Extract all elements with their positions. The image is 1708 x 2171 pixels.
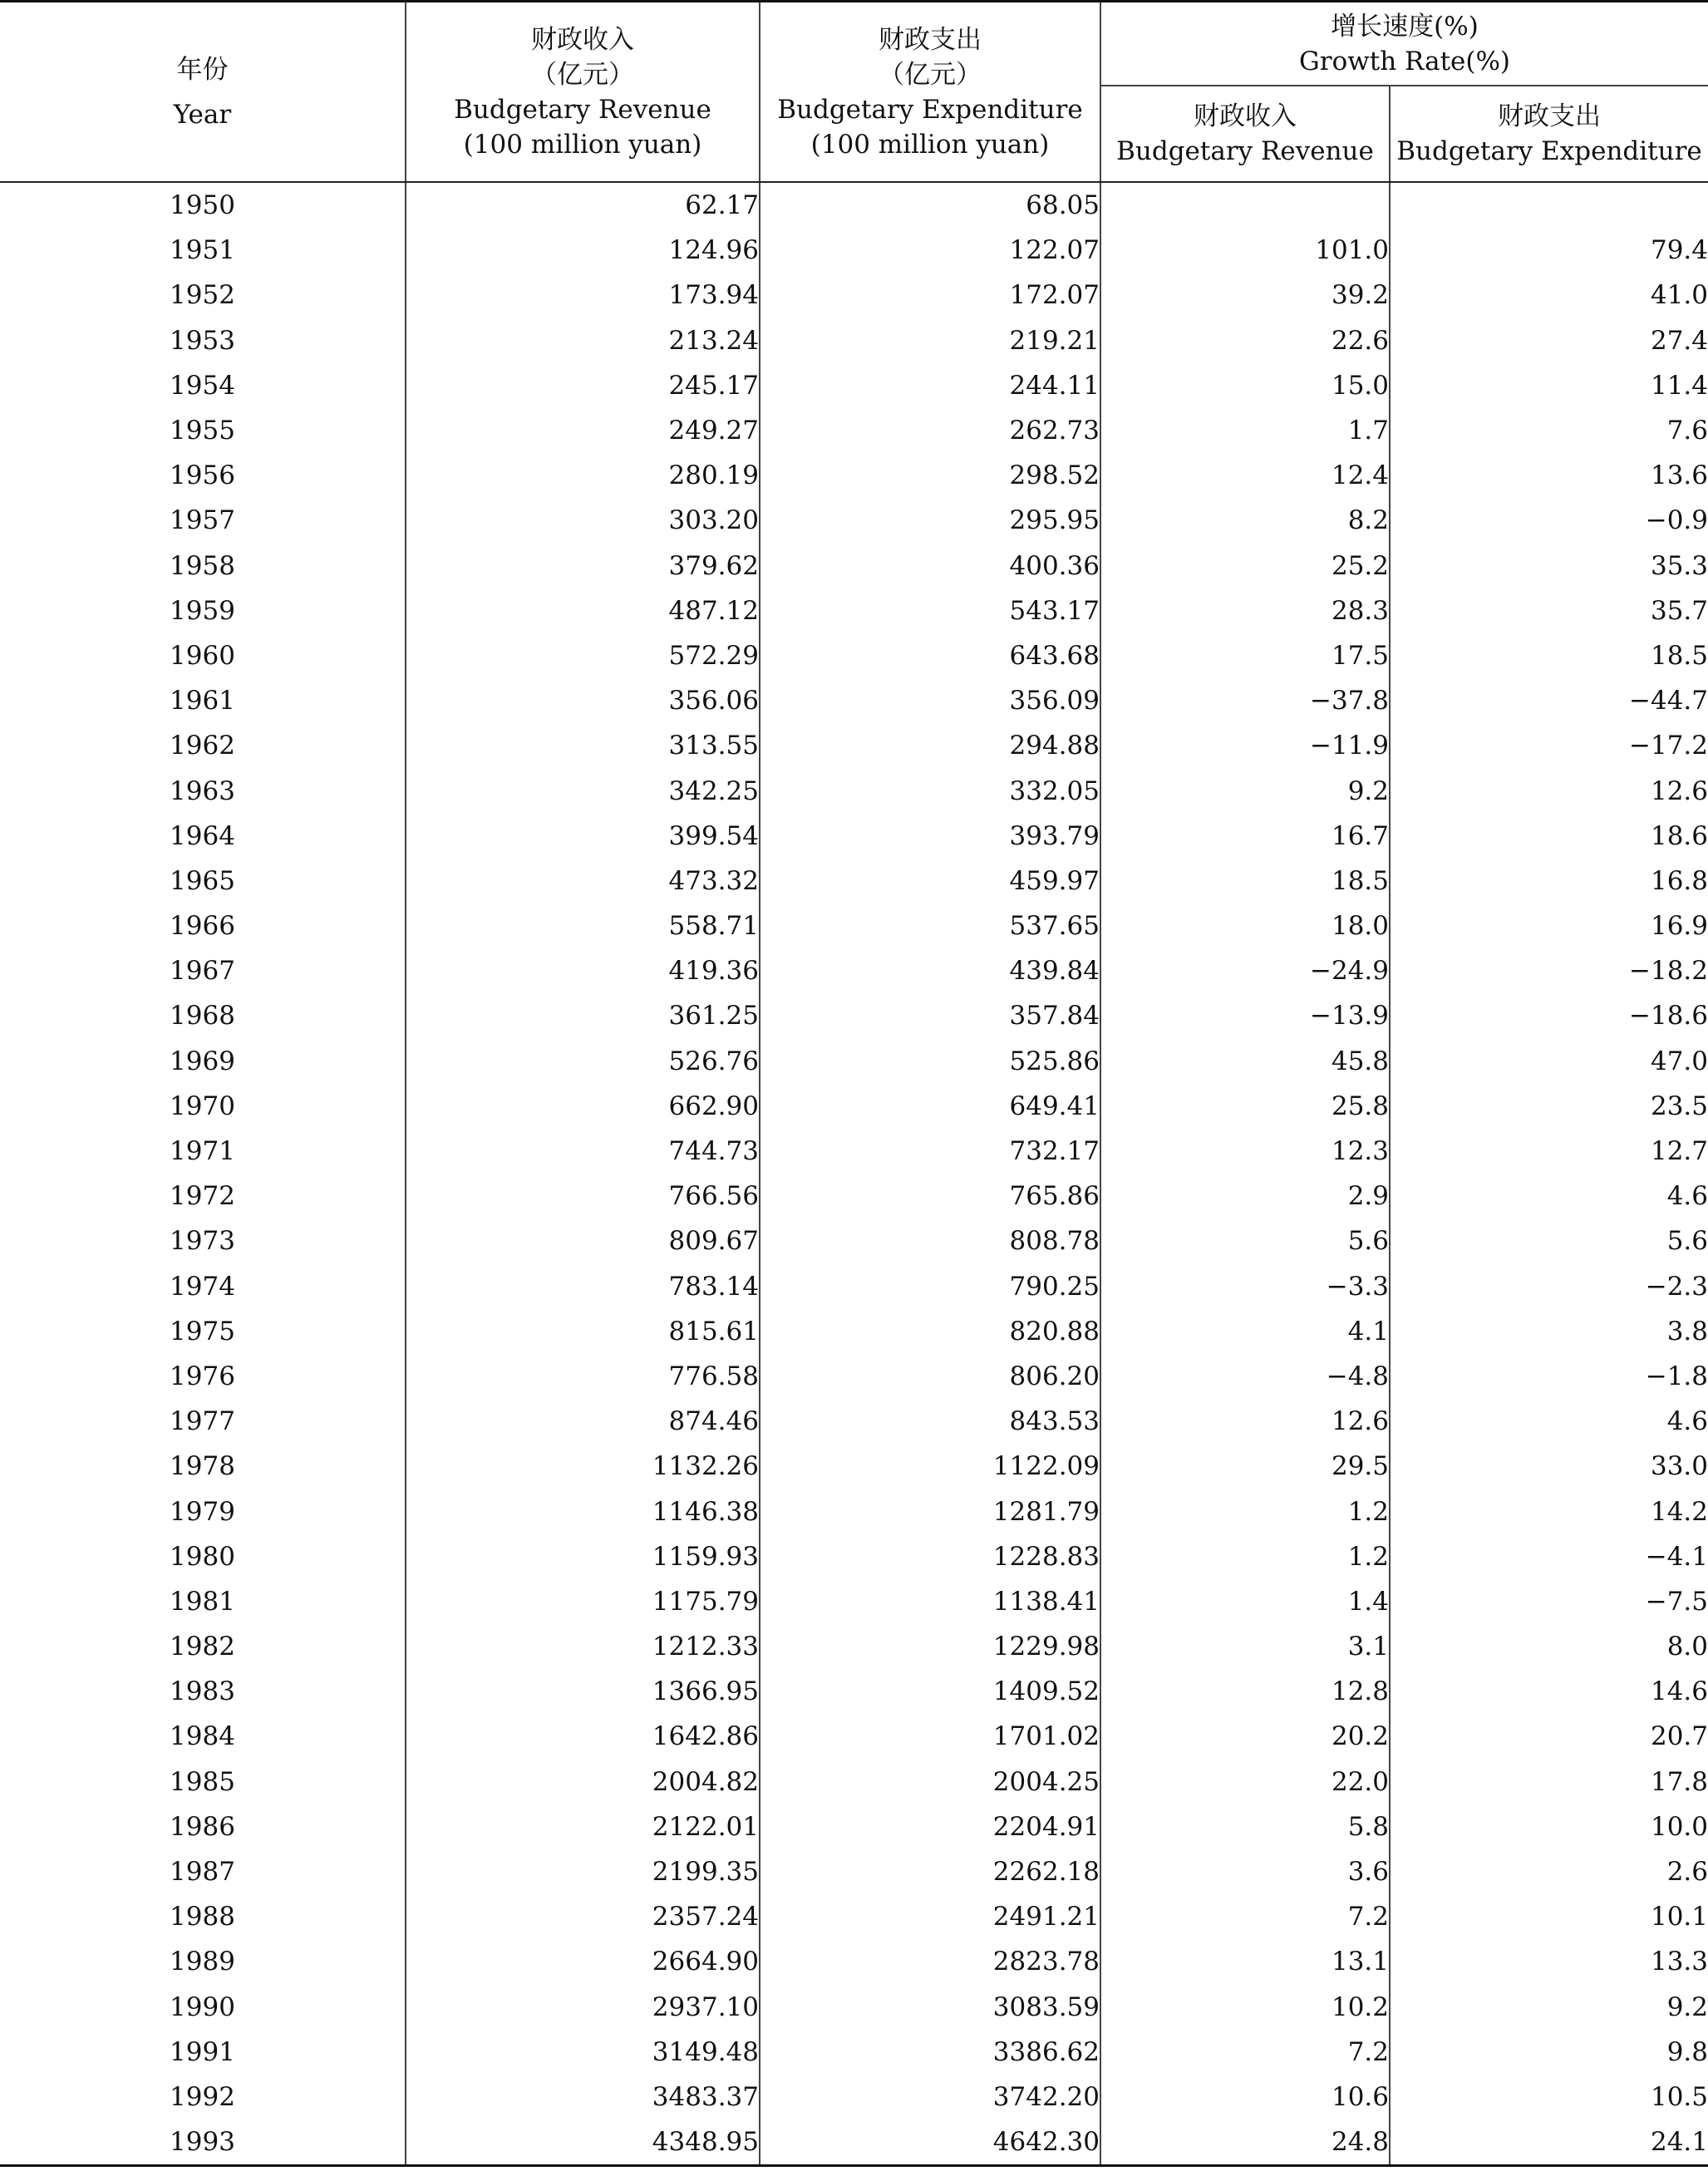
header-expenditure — [760, 2, 1100, 183]
table-row — [0, 1760, 1708, 1804]
header-revenue — [406, 2, 760, 183]
revenue-cell: 245.17 — [406, 363, 760, 408]
table-row — [0, 1084, 1708, 1129]
growth-expenditure-cell: 35.3 — [1650, 550, 1708, 581]
header-revenue-unit-cn: （亿元） — [531, 59, 634, 90]
growth-revenue-cell: 15.0 — [1100, 363, 1390, 408]
growth-expenditure-cell: 14.6 — [1650, 1676, 1708, 1707]
growth-expenditure-cell: 18.6 — [1650, 820, 1708, 851]
expenditure-cell: 537.65 — [760, 903, 1100, 948]
growth-revenue-cell: 9.2 — [1100, 768, 1390, 813]
year-cell: 1963 — [0, 768, 406, 813]
revenue-cell: 2004.82 — [406, 1760, 760, 1804]
table-row — [0, 1354, 1708, 1399]
growth-expenditure-cell: 4.6 — [1666, 1406, 1708, 1437]
table-row — [0, 363, 1708, 408]
year-cell: 1990 — [0, 1985, 406, 2030]
expenditure-cell: 790.25 — [760, 1264, 1100, 1309]
growth-revenue-cell: 18.0 — [1100, 903, 1390, 948]
header-revenue-cn: 财政收入 — [531, 24, 634, 55]
year-cell: 1984 — [0, 1714, 406, 1759]
growth-revenue-cell — [1100, 182, 1390, 228]
revenue-cell: 213.24 — [406, 318, 760, 363]
header-growth — [1100, 2, 1708, 86]
revenue-cell: 766.56 — [406, 1174, 760, 1218]
table-row — [0, 498, 1708, 543]
revenue-cell: 815.61 — [406, 1309, 760, 1354]
year-cell: 1977 — [0, 1399, 406, 1444]
year-cell: 1978 — [0, 1444, 406, 1489]
year-cell: 1958 — [0, 544, 406, 588]
year-cell: 1991 — [0, 2030, 406, 2075]
expenditure-cell: 393.79 — [760, 814, 1100, 859]
year-cell: 1957 — [0, 498, 406, 543]
table-row — [0, 1129, 1708, 1174]
growth-revenue-cell: 1.7 — [1100, 408, 1390, 453]
year-cell: 1973 — [0, 1218, 406, 1263]
header-revenue-en: Budgetary Revenue — [454, 94, 711, 125]
growth-expenditure-cell: 13.3 — [1650, 1947, 1708, 1977]
growth-revenue-cell: 12.6 — [1100, 1399, 1390, 1444]
table-row — [0, 453, 1708, 498]
growth-revenue-cell: 2.9 — [1100, 1174, 1390, 1218]
expenditure-cell: 1122.09 — [760, 1444, 1100, 1489]
year-cell: 1965 — [0, 859, 406, 903]
table-row — [0, 2075, 1708, 2119]
expenditure-cell: 3386.62 — [760, 2030, 1100, 2075]
revenue-cell: 3483.37 — [406, 2075, 760, 2119]
expenditure-cell: 459.97 — [760, 859, 1100, 903]
growth-expenditure-cell: 12.7 — [1650, 1136, 1708, 1167]
table-row — [0, 588, 1708, 633]
revenue-cell: 1212.33 — [406, 1624, 760, 1669]
growth-revenue-cell: −37.8 — [1100, 678, 1390, 723]
growth-expenditure-cell: 16.8 — [1650, 865, 1708, 896]
table-row — [0, 1039, 1708, 1084]
table-row — [0, 1849, 1708, 1894]
expenditure-cell: 1409.52 — [760, 1669, 1100, 1714]
year-cell: 1974 — [0, 1264, 406, 1309]
revenue-cell: 3149.48 — [406, 2030, 760, 2075]
revenue-cell: 280.19 — [406, 453, 760, 498]
revenue-cell: 124.96 — [406, 228, 760, 273]
growth-expenditure-cell: 3.8 — [1666, 1316, 1708, 1346]
expenditure-cell: 3742.20 — [760, 2075, 1100, 2119]
revenue-cell: 62.17 — [406, 182, 760, 228]
header-revenue-unit-en: (100 million yuan) — [463, 129, 702, 160]
expenditure-cell: 2262.18 — [760, 1849, 1100, 1894]
revenue-cell: 1175.79 — [406, 1579, 760, 1624]
year-cell: 1962 — [0, 723, 406, 768]
revenue-cell: 526.76 — [406, 1039, 760, 1084]
growth-expenditure-cell: 9.8 — [1666, 2036, 1708, 2067]
revenue-cell: 874.46 — [406, 1399, 760, 1444]
growth-expenditure-cell: 5.6 — [1666, 1226, 1708, 1257]
expenditure-cell: 332.05 — [760, 768, 1100, 813]
table-row — [0, 1939, 1708, 1984]
growth-revenue-cell: 3.1 — [1100, 1624, 1390, 1669]
table-body — [0, 182, 1708, 2166]
growth-revenue-cell: 1.2 — [1100, 1534, 1390, 1579]
growth-revenue-cell: 12.4 — [1100, 453, 1390, 498]
growth-revenue-cell: 20.2 — [1100, 1714, 1390, 1759]
growth-revenue-cell: 24.8 — [1100, 2119, 1390, 2166]
year-cell: 1979 — [0, 1489, 406, 1533]
growth-expenditure-cell: 2.6 — [1666, 1857, 1708, 1888]
growth-expenditure-cell: −2.3 — [1645, 1271, 1708, 1302]
revenue-cell: 303.20 — [406, 498, 760, 543]
header-growth-revenue-en: Budgetary Revenue — [1116, 136, 1374, 166]
expenditure-cell: 2491.21 — [760, 1894, 1100, 1939]
table-row — [0, 2119, 1708, 2166]
expenditure-cell: 808.78 — [760, 1218, 1100, 1263]
table-row — [0, 408, 1708, 453]
year-cell: 1987 — [0, 1849, 406, 1894]
revenue-cell: 776.58 — [406, 1354, 760, 1399]
growth-expenditure-cell: 41.0 — [1650, 280, 1708, 311]
growth-revenue-cell: 12.8 — [1100, 1669, 1390, 1714]
header-expenditure-en: Budgetary Expenditure — [777, 94, 1083, 125]
growth-expenditure-cell: 18.5 — [1650, 640, 1708, 671]
revenue-cell: 1366.95 — [406, 1669, 760, 1714]
year-cell: 1980 — [0, 1534, 406, 1579]
growth-expenditure-cell: 23.5 — [1650, 1090, 1708, 1121]
growth-revenue-cell: 22.0 — [1100, 1760, 1390, 1804]
table-row — [0, 993, 1708, 1038]
expenditure-cell: 1229.98 — [760, 1624, 1100, 1669]
table-header — [0, 2, 1708, 183]
table-row — [0, 1985, 1708, 2030]
revenue-cell: 1132.26 — [406, 1444, 760, 1489]
revenue-cell: 2122.01 — [406, 1804, 760, 1849]
table-row — [0, 633, 1708, 678]
expenditure-cell: 294.88 — [760, 723, 1100, 768]
growth-expenditure-cell: 11.4 — [1650, 370, 1708, 401]
header-growth-revenue-cn: 财政收入 — [1194, 101, 1297, 131]
growth-revenue-cell: 10.2 — [1100, 1985, 1390, 2030]
revenue-cell: 356.06 — [406, 678, 760, 723]
expenditure-cell: 806.20 — [760, 1354, 1100, 1399]
growth-revenue-cell: 8.2 — [1100, 498, 1390, 543]
expenditure-cell: 1138.41 — [760, 1579, 1100, 1624]
table-row — [0, 1174, 1708, 1218]
table-row — [0, 1669, 1708, 1714]
growth-expenditure-cell: 33.0 — [1650, 1451, 1708, 1482]
revenue-cell: 2199.35 — [406, 1849, 760, 1894]
year-cell: 1988 — [0, 1894, 406, 1939]
growth-expenditure-cell: 10.1 — [1650, 1902, 1708, 1932]
growth-expenditure-cell: −18.6 — [1629, 1001, 1708, 1031]
growth-revenue-cell: 4.1 — [1100, 1309, 1390, 1354]
expenditure-cell: 400.36 — [760, 544, 1100, 588]
year-cell: 1968 — [0, 993, 406, 1038]
table-row — [0, 1309, 1708, 1354]
revenue-cell: 2937.10 — [406, 1985, 760, 2030]
table-row — [0, 1624, 1708, 1669]
growth-expenditure-cell: −44.7 — [1629, 686, 1708, 716]
expenditure-cell: 295.95 — [760, 498, 1100, 543]
expenditure-cell: 356.09 — [760, 678, 1100, 723]
table-row — [0, 859, 1708, 903]
growth-expenditure-cell: 9.2 — [1666, 1991, 1708, 2022]
expenditure-cell: 122.07 — [760, 228, 1100, 273]
revenue-cell: 809.67 — [406, 1218, 760, 1263]
growth-revenue-cell: 5.8 — [1100, 1804, 1390, 1849]
revenue-cell: 1642.86 — [406, 1714, 760, 1759]
expenditure-cell: 525.86 — [760, 1039, 1100, 1084]
growth-revenue-cell: −24.9 — [1100, 948, 1390, 993]
table-row — [0, 768, 1708, 813]
header-growth-expenditure-cn: 财政支出 — [1498, 101, 1601, 131]
growth-expenditure-cell: 47.0 — [1650, 1046, 1708, 1076]
revenue-cell: 744.73 — [406, 1129, 760, 1174]
growth-expenditure-cell: 8.0 — [1666, 1632, 1708, 1662]
table-row — [0, 182, 1708, 228]
header-expenditure-cn: 财政支出 — [879, 24, 982, 55]
table-row — [0, 1489, 1708, 1533]
table-row — [0, 273, 1708, 318]
table-row — [0, 1399, 1708, 1444]
table-row — [0, 903, 1708, 948]
growth-revenue-cell: 25.2 — [1100, 544, 1390, 588]
growth-expenditure-cell: 14.2 — [1650, 1496, 1708, 1527]
header-year — [0, 2, 406, 183]
revenue-cell: 342.25 — [406, 768, 760, 813]
revenue-cell: 249.27 — [406, 408, 760, 453]
header-year-cn: 年份 — [176, 54, 229, 85]
revenue-cell: 473.32 — [406, 859, 760, 903]
revenue-cell: 558.71 — [406, 903, 760, 948]
year-cell: 1993 — [0, 2119, 406, 2166]
growth-expenditure-cell: −0.9 — [1645, 505, 1708, 536]
table-row — [0, 948, 1708, 993]
growth-revenue-cell: 12.3 — [1100, 1129, 1390, 1174]
year-cell: 1964 — [0, 814, 406, 859]
revenue-cell: 419.36 — [406, 948, 760, 993]
expenditure-cell: 820.88 — [760, 1309, 1100, 1354]
year-cell: 1954 — [0, 363, 406, 408]
growth-revenue-cell: 22.6 — [1100, 318, 1390, 363]
revenue-cell: 487.12 — [406, 588, 760, 633]
expenditure-cell: 1701.02 — [760, 1714, 1100, 1759]
year-cell: 1953 — [0, 318, 406, 363]
growth-expenditure-cell — [1390, 182, 1708, 228]
header-growth-expenditure-en: Budgetary Expenditure — [1396, 136, 1702, 166]
year-cell: 1966 — [0, 903, 406, 948]
year-cell: 1971 — [0, 1129, 406, 1174]
revenue-cell: 313.55 — [406, 723, 760, 768]
expenditure-cell: 1281.79 — [760, 1489, 1100, 1533]
table-row — [0, 1714, 1708, 1759]
growth-revenue-cell: 39.2 — [1100, 273, 1390, 318]
year-cell: 1981 — [0, 1579, 406, 1624]
revenue-cell: 399.54 — [406, 814, 760, 859]
revenue-cell: 379.62 — [406, 544, 760, 588]
table-row — [0, 678, 1708, 723]
header-growth-expenditure — [1390, 86, 1708, 182]
table-row — [0, 1804, 1708, 1849]
year-cell: 1955 — [0, 408, 406, 453]
growth-expenditure-cell: −17.2 — [1629, 731, 1708, 761]
growth-expenditure-cell: 27.4 — [1650, 325, 1708, 356]
year-cell: 1976 — [0, 1354, 406, 1399]
growth-revenue-cell: 45.8 — [1100, 1039, 1390, 1084]
growth-expenditure-cell: 24.1 — [1390, 2119, 1708, 2166]
growth-revenue-cell: 28.3 — [1100, 588, 1390, 633]
growth-revenue-cell: −13.9 — [1100, 993, 1390, 1038]
expenditure-cell: 543.17 — [760, 588, 1100, 633]
year-cell: 1975 — [0, 1309, 406, 1354]
year-cell: 1970 — [0, 1084, 406, 1129]
expenditure-cell: 649.41 — [760, 1084, 1100, 1129]
year-cell: 1982 — [0, 1624, 406, 1669]
growth-revenue-cell: −4.8 — [1100, 1354, 1390, 1399]
expenditure-cell: 643.68 — [760, 633, 1100, 678]
expenditure-cell: 219.21 — [760, 318, 1100, 363]
table-row — [0, 1894, 1708, 1939]
revenue-cell: 1159.93 — [406, 1534, 760, 1579]
revenue-cell: 2357.24 — [406, 1894, 760, 1939]
expenditure-cell: 172.07 — [760, 273, 1100, 318]
header-growth-cn: 增长速度(%) — [1331, 11, 1479, 42]
growth-revenue-cell: 16.7 — [1100, 814, 1390, 859]
growth-revenue-cell: −11.9 — [1100, 723, 1390, 768]
expenditure-cell: 262.73 — [760, 408, 1100, 453]
table-row — [0, 1264, 1708, 1309]
growth-revenue-cell: 18.5 — [1100, 859, 1390, 903]
growth-revenue-cell: 1.2 — [1100, 1489, 1390, 1533]
year-cell: 1961 — [0, 678, 406, 723]
year-cell: 1983 — [0, 1669, 406, 1714]
growth-revenue-cell: 101.0 — [1100, 228, 1390, 273]
year-cell: 1989 — [0, 1939, 406, 1984]
growth-expenditure-cell: 7.6 — [1666, 416, 1708, 446]
year-cell: 1985 — [0, 1760, 406, 1804]
growth-expenditure-cell: 35.7 — [1650, 595, 1708, 626]
revenue-cell: 783.14 — [406, 1264, 760, 1309]
table-row — [0, 2030, 1708, 2075]
expenditure-cell: 4642.30 — [760, 2119, 1100, 2166]
growth-revenue-cell: 10.6 — [1100, 2075, 1390, 2119]
growth-revenue-cell: 5.6 — [1100, 1218, 1390, 1263]
expenditure-cell: 298.52 — [760, 453, 1100, 498]
growth-expenditure-cell: −4.1 — [1645, 1541, 1708, 1572]
growth-revenue-cell: 29.5 — [1100, 1444, 1390, 1489]
revenue-cell: 2664.90 — [406, 1939, 760, 1984]
expenditure-cell: 732.17 — [760, 1129, 1100, 1174]
year-cell: 1967 — [0, 948, 406, 993]
year-cell: 1952 — [0, 273, 406, 318]
revenue-cell: 662.90 — [406, 1084, 760, 1129]
table-row — [0, 1534, 1708, 1579]
header-expenditure-unit-cn: （亿元） — [879, 59, 982, 90]
table-row — [0, 544, 1708, 588]
growth-expenditure-cell: 17.8 — [1650, 1766, 1708, 1797]
growth-expenditure-cell: 4.6 — [1666, 1181, 1708, 1212]
table-row — [0, 1444, 1708, 1489]
year-cell: 1959 — [0, 588, 406, 633]
revenue-cell: 173.94 — [406, 273, 760, 318]
header-growth-revenue — [1100, 86, 1390, 182]
growth-revenue-cell: 13.1 — [1100, 1939, 1390, 1984]
growth-revenue-cell: −3.3 — [1100, 1264, 1390, 1309]
table-row — [0, 318, 1708, 363]
year-cell: 1986 — [0, 1804, 406, 1849]
growth-revenue-cell: 7.2 — [1100, 1894, 1390, 1939]
growth-expenditure-cell: 79.4 — [1650, 235, 1708, 266]
table-row — [0, 228, 1708, 273]
growth-revenue-cell: 7.2 — [1100, 2030, 1390, 2075]
year-cell: 1969 — [0, 1039, 406, 1084]
growth-expenditure-cell: −1.8 — [1645, 1361, 1708, 1391]
year-cell: 1972 — [0, 1174, 406, 1218]
header-expenditure-unit-en: (100 million yuan) — [810, 129, 1050, 160]
growth-revenue-cell: 3.6 — [1100, 1849, 1390, 1894]
expenditure-cell: 3083.59 — [760, 1985, 1100, 2030]
expenditure-cell: 843.53 — [760, 1399, 1100, 1444]
year-cell: 1951 — [0, 228, 406, 273]
table-row — [0, 1579, 1708, 1624]
growth-expenditure-cell: −18.2 — [1629, 956, 1708, 987]
expenditure-cell: 765.86 — [760, 1174, 1100, 1218]
growth-expenditure-cell: 20.7 — [1650, 1721, 1708, 1752]
growth-revenue-cell: 17.5 — [1100, 633, 1390, 678]
header-year-en: Year — [173, 99, 232, 130]
header-growth-en: Growth Rate(%) — [1298, 46, 1511, 76]
table-row — [0, 1218, 1708, 1263]
growth-revenue-cell: 25.8 — [1100, 1084, 1390, 1129]
expenditure-cell: 1228.83 — [760, 1534, 1100, 1579]
expenditure-cell: 439.84 — [760, 948, 1100, 993]
revenue-cell: 4348.95 — [406, 2119, 760, 2166]
growth-expenditure-cell: 10.0 — [1650, 1811, 1708, 1842]
table-row — [0, 814, 1708, 859]
year-cell: 1960 — [0, 633, 406, 678]
revenue-cell: 361.25 — [406, 993, 760, 1038]
revenue-cell: 572.29 — [406, 633, 760, 678]
growth-expenditure-cell: −7.5 — [1645, 1586, 1708, 1617]
growth-expenditure-cell: 13.6 — [1650, 460, 1708, 491]
year-cell: 1950 — [0, 182, 406, 228]
expenditure-cell: 357.84 — [760, 993, 1100, 1038]
growth-expenditure-cell: 16.9 — [1650, 911, 1708, 942]
year-cell: 1992 — [0, 2075, 406, 2119]
expenditure-cell: 2823.78 — [760, 1939, 1100, 1984]
table-row — [0, 723, 1708, 768]
growth-expenditure-cell: 12.6 — [1650, 775, 1708, 806]
expenditure-cell: 2004.25 — [760, 1760, 1100, 1804]
growth-revenue-cell: 1.4 — [1100, 1579, 1390, 1624]
year-cell: 1956 — [0, 453, 406, 498]
revenue-cell: 1146.38 — [406, 1489, 760, 1533]
expenditure-cell: 244.11 — [760, 363, 1100, 408]
growth-expenditure-cell: 10.5 — [1650, 2081, 1708, 2112]
expenditure-cell: 2204.91 — [760, 1804, 1100, 1849]
expenditure-cell: 68.05 — [760, 182, 1100, 228]
